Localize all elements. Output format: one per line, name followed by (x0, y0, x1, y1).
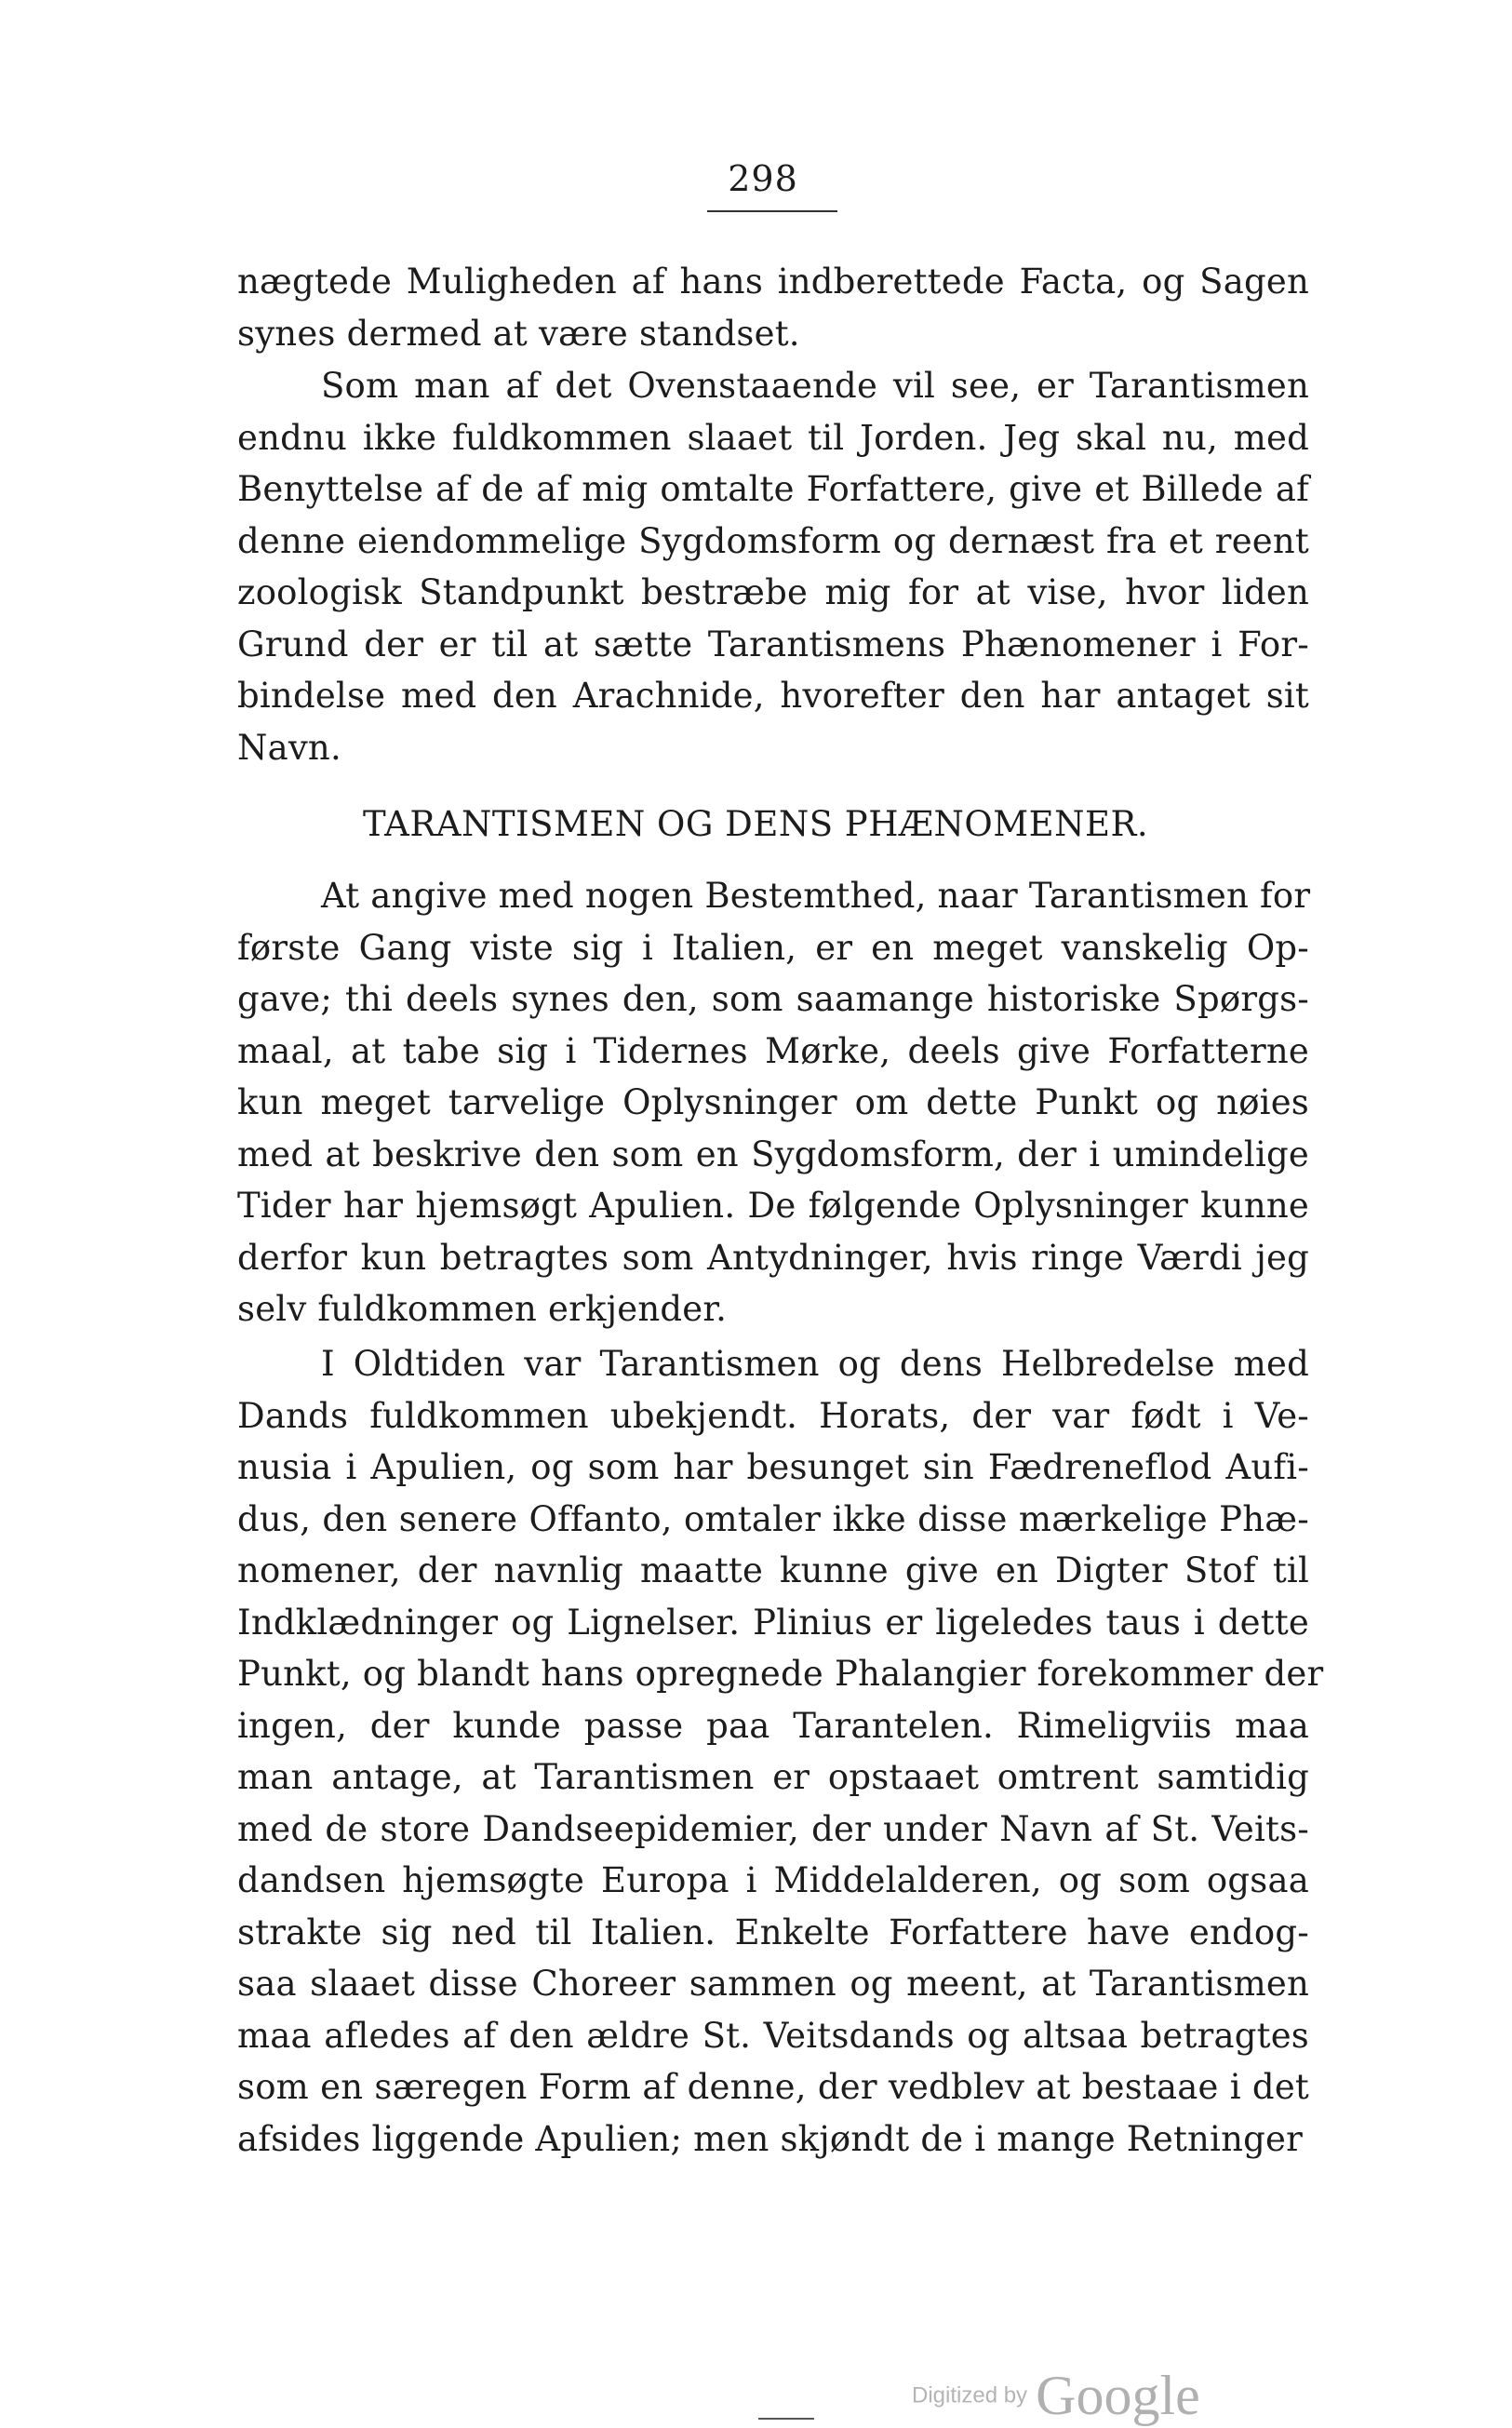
text-line: At angive med nogen Bestemthed, naar Tarantismen for (321, 876, 1311, 916)
text-line: synes dermed at være standset. (237, 314, 800, 354)
section-heading: TARANTISMEN OG DENS PHÆNOMENER. (363, 804, 1149, 844)
text-line: med de store Dandseepidemier, der under Navn af St. Veits- (237, 1809, 1309, 1849)
text-line: maa afledes af den ældre St. Veitsdands og altsaa betragtes (237, 2016, 1309, 2056)
text-line: Indklædninger og Lignelser. Plinius er ligeledes taus i dette (237, 1603, 1309, 1643)
text-line: derfor kun betragtes som Antydninger, hvis ringe Værdi jeg (237, 1238, 1309, 1278)
text-line: kun meget tarvelige Oplysninger om dette Punkt og nøies (237, 1082, 1309, 1122)
digitized-by-google-watermark (912, 2364, 1200, 2428)
text-line: Som man af det Ovenstaaende vil see, er Tarantismen (321, 366, 1309, 406)
text-line: Dands fuldkommen ubekjendt. Horats, der var født i Ve- (237, 1396, 1309, 1436)
text-line: zoologisk Standpunkt bestræbe mig for at vise, hvor liden (237, 572, 1309, 612)
text-line: afsides liggende Apulien; men skjøndt de i mange Retninger (237, 2119, 1303, 2159)
text-line: dandsen hjemsøgte Europa i Middelalderen, og som ogsaa (237, 1860, 1309, 1900)
google-logo: Google (1036, 2365, 1200, 2426)
footer-rule (758, 2418, 814, 2420)
text-line: nægtede Muligheden af hans indberettede Facta, og Sagen (237, 262, 1309, 302)
text-line: saa slaaet disse Choreer sammen og meent, at Tarantismen (237, 1964, 1309, 2004)
text-line: selv fuldkommen erkjender. (237, 1289, 728, 1329)
text-line: maal, at tabe sig i Tidernes Mørke, deels give Forfatterne (237, 1031, 1309, 1071)
text-line: første Gang viste sig i Italien, er en meget vanskelig Op- (237, 928, 1309, 968)
text-line: Grund der er til at sætte Tarantismens Phænomener i For- (237, 624, 1309, 664)
text-line: man antage, at Tarantismen er opstaaet omtrent samtidig (237, 1757, 1309, 1797)
text-line: nusia i Apulien, og som har besunget sin Fædreneflod Aufi- (237, 1447, 1309, 1487)
text-line: bindelse med den Arachnide, hvorefter den har antaget sit (237, 676, 1309, 716)
text-line: Punkt, og blandt hans opregnede Phalangier forekommer der (237, 1654, 1324, 1694)
text-line: endnu ikke fuldkommen slaaet til Jorden. Jeg skal nu, med (237, 418, 1309, 458)
text-line: dus, den senere Offanto, omtaler ikke disse mærkelige Phæ- (237, 1499, 1309, 1539)
text-line: Tider har hjemsøgt Apulien. De følgende Oplysninger kunne (237, 1186, 1309, 1226)
text-line: denne eiendommelige Sygdomsform og dernæst fra et reent (237, 521, 1309, 561)
watermark-text: Digitized by (912, 2382, 1028, 2408)
text-line: ingen, der kunde passe paa Tarantelen. Rimeligviis maa (237, 1706, 1309, 1746)
page-number-rule (707, 210, 837, 212)
page-number: 298 (728, 158, 798, 199)
text-line: gave; thi deels synes den, som saamange historiske Spørgs- (237, 979, 1309, 1019)
text-line: Benyttelse af de af mig omtalte Forfattere, give et Billede af (237, 469, 1309, 509)
text-line: strakte sig ned til Italien. Enkelte Forfattere have endog- (237, 1912, 1309, 1952)
text-line: med at beskrive den som en Sygdomsform, der i umindelige (237, 1134, 1309, 1174)
text-line: Navn. (237, 728, 341, 768)
text-line: nomener, der navnlig maatte kunne give en Digter Stof til (237, 1550, 1309, 1590)
text-line: I Oldtiden var Tarantismen og dens Helbredelse med (321, 1344, 1309, 1384)
text-line: som en særegen Form af denne, der vedblev at bestaae i det (237, 2067, 1309, 2107)
